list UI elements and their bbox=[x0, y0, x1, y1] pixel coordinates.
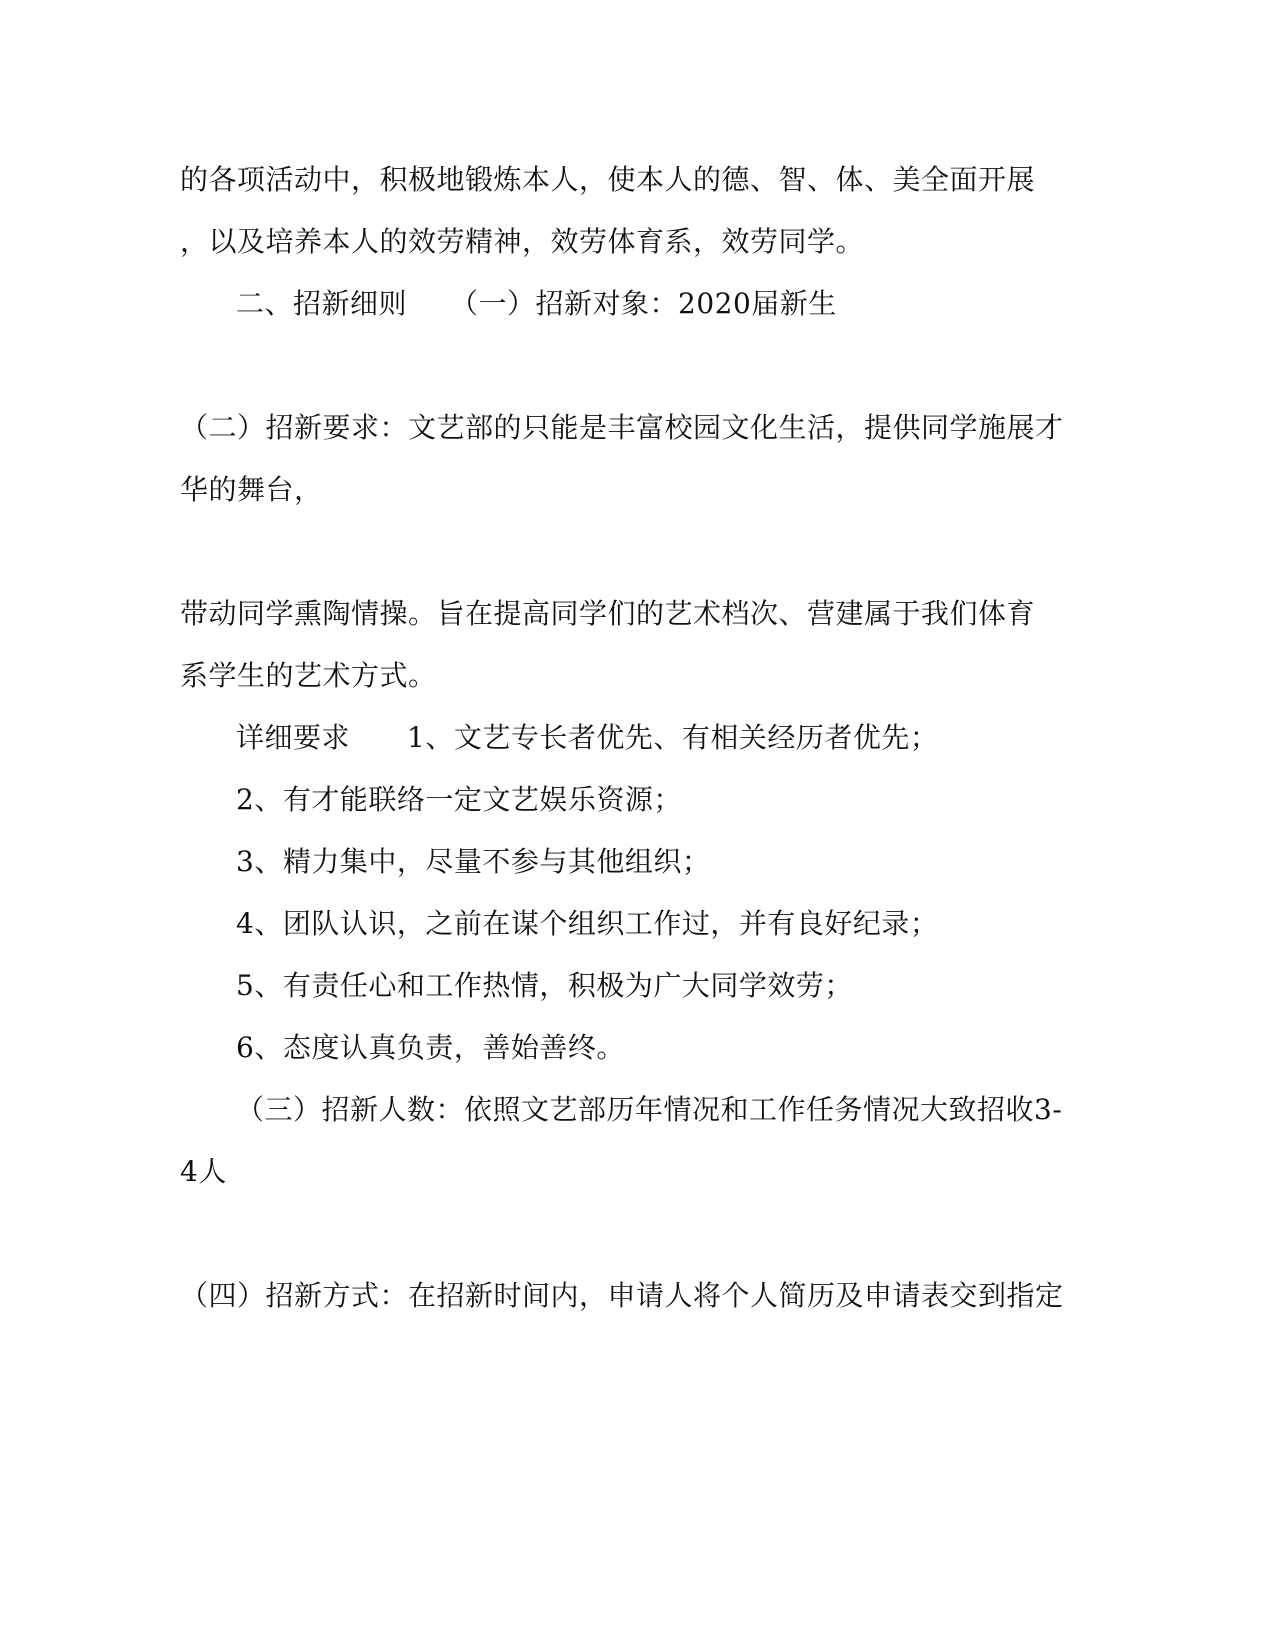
paragraph-line: ，以及培养本人的效劳精神，效劳体育系，效劳同学。 bbox=[180, 225, 865, 258]
list-item: 详细要求 1、文艺专长者优先、有相关经历者优先； bbox=[236, 721, 939, 754]
section-heading: 二、招新细则 （一）招新对象：2020届新生 bbox=[236, 287, 837, 320]
paragraph-line: 系学生的艺术方式。 bbox=[180, 659, 437, 692]
paragraph-line: 华的舞台， bbox=[180, 473, 323, 506]
list-item: 5、有责任心和工作热情，积极为广大同学效劳； bbox=[236, 969, 853, 1002]
paragraph-line: 的各项活动中，积极地锻炼本人，使本人的德、智、体、美全面开展 bbox=[180, 163, 1036, 196]
paragraph-line: 带动同学熏陶情操。旨在提高同学们的艺术档次、营建属于我们体育 bbox=[180, 597, 1036, 630]
list-item: 4、团队认识，之前在谋个组织工作过，并有良好纪录； bbox=[236, 907, 939, 940]
list-item: 3、精力集中，尽量不参与其他组织； bbox=[236, 845, 711, 878]
paragraph-line: （三）招新人数：依照文艺部历年情况和工作任务情况大致招收3- bbox=[236, 1093, 1063, 1126]
list-item: 2、有才能联络一定文艺娱乐资源； bbox=[236, 783, 682, 816]
list-item: 6、态度认真负责，善始善终。 bbox=[236, 1031, 625, 1064]
paragraph-line: （二）招新要求：文艺部的只能是丰富校园文化生活，提供同学施展才 bbox=[180, 411, 1064, 444]
paragraph-line: 4人 bbox=[180, 1155, 227, 1188]
paragraph-line: （四）招新方式：在招新时间内，申请人将个人简历及申请表交到指定 bbox=[180, 1279, 1064, 1312]
